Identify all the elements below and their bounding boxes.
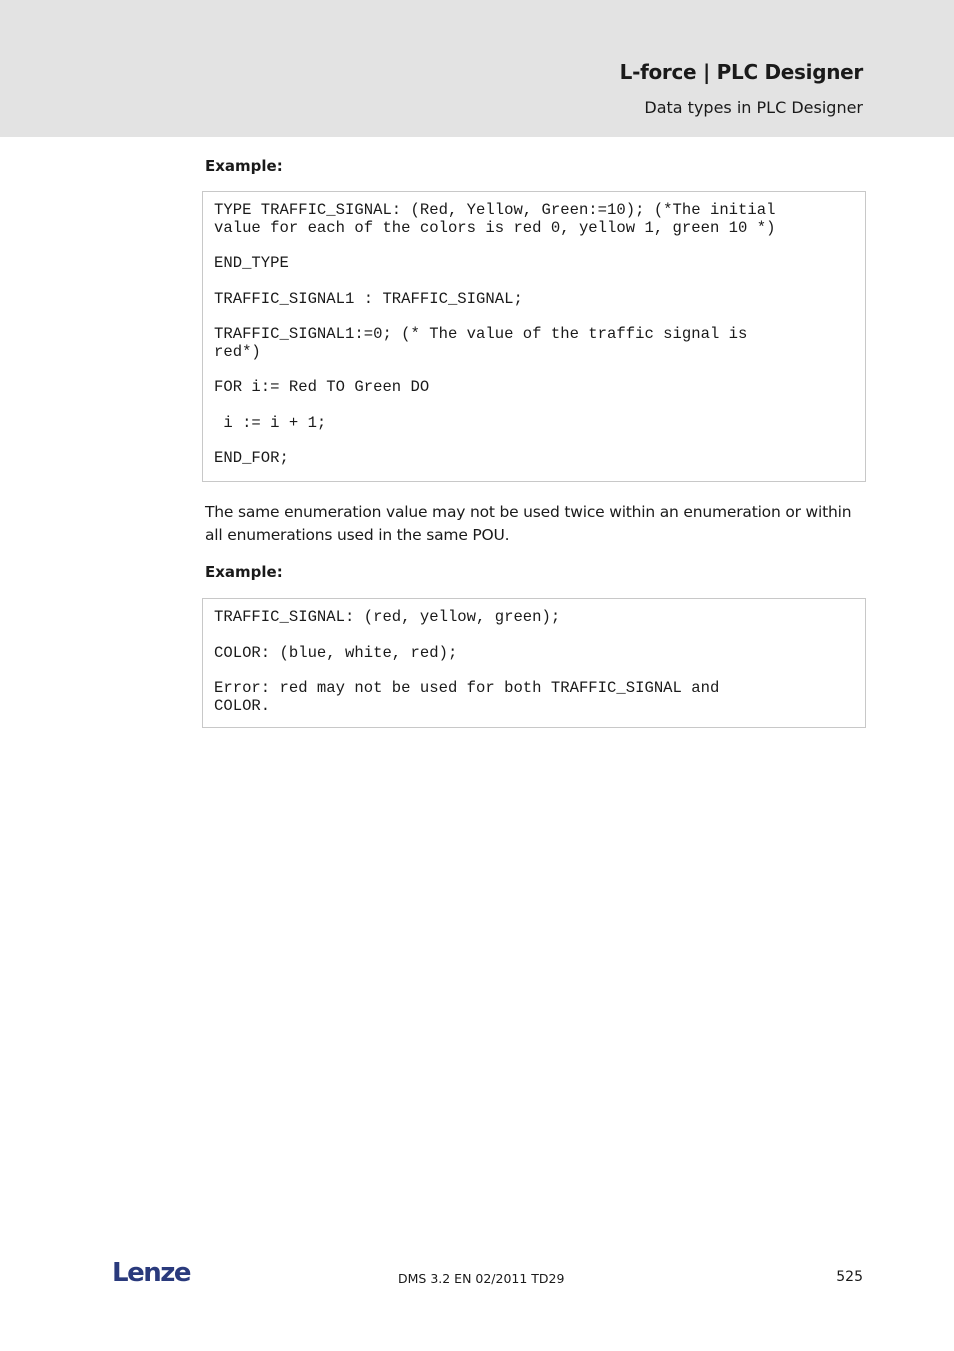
code-line: TRAFFIC_SIGNAL1:=0; (* The value of the traffic signal is red*): [214, 325, 748, 361]
code-block-2: [202, 598, 866, 728]
code-line: i := i + 1;: [214, 413, 327, 432]
code-line: COLOR: (blue, white, red);: [214, 643, 458, 662]
document-id: DMS 3.2 EN 02/2011 TD29: [398, 1271, 565, 1286]
code-line: FOR i:= Red TO Green DO: [214, 378, 430, 396]
code-line: END_FOR;: [214, 449, 289, 467]
manual-title: L-force | PLC Designer: [619, 60, 863, 84]
code-line: END_TYPE: [214, 254, 289, 272]
code-line: TYPE TRAFFIC_SIGNAL: (Red, Yellow, Green:=10); (*The initial value for each of the colors is red 0, yellow 1, green 10 *): [214, 201, 776, 237]
code-line: TRAFFIC_SIGNAL1 : TRAFFIC_SIGNAL;: [214, 289, 523, 308]
example-label-2: Example:: [205, 563, 283, 581]
code-block-1: [202, 191, 866, 482]
body-paragraph: The same enumeration value may not be used twice within an enumeration or within all enumerations used in the same POU.: [205, 503, 852, 544]
chapter-title: Data types in PLC Designer: [644, 98, 863, 117]
example-label-1: Example:: [205, 157, 283, 175]
page-header: [0, 0, 954, 137]
page-number: 525: [836, 1269, 863, 1285]
lenze-logo: Lenze: [112, 1258, 190, 1288]
code-line: Error: red may not be used for both TRAFFIC_SIGNAL and COLOR.: [214, 679, 720, 715]
code-line: TRAFFIC_SIGNAL: (red, yellow, green);: [214, 608, 561, 626]
